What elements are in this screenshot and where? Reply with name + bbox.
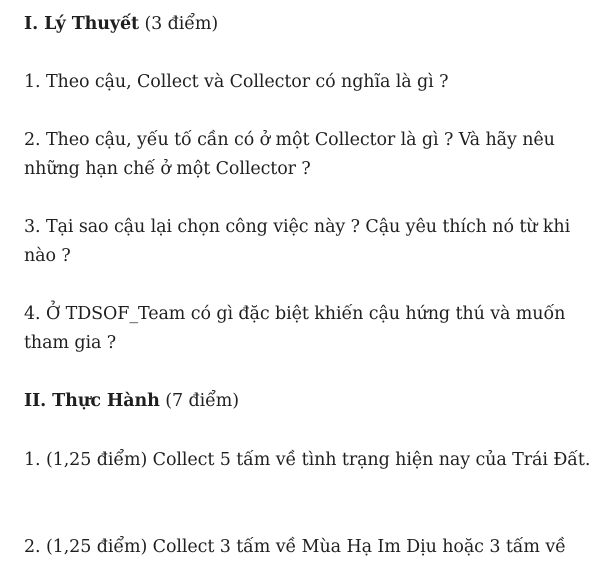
section-heading-practice	[24, 386, 584, 416]
question-3-line-2	[24, 241, 584, 271]
question-2-line-2	[24, 154, 584, 184]
question-line: những hạn chế ở một Collector ?	[24, 159, 311, 179]
task-1	[24, 445, 591, 475]
question-line: nào ?	[24, 246, 71, 266]
section-points: (7 điểm)	[165, 391, 239, 411]
section-title: I. Lý Thuyết	[24, 14, 139, 34]
question-line: 3. Tại sao cậu lại chọn công việc này ? Cậu yêu thích nó từ khi	[24, 217, 571, 237]
question-4-line-2	[24, 328, 584, 358]
task-line: 1. (1,25 điểm) Collect 5 tấm về tình trạng hiện nay của Trái Đất.	[24, 450, 591, 470]
section-title: II. Thực Hành	[24, 391, 160, 411]
section-heading-theory	[24, 9, 584, 39]
section-points: (3 điểm)	[144, 14, 219, 34]
question-line: 4. Ở TDSOF_Team có gì đặc biệt khiến cậu hứng thú và muốn	[24, 304, 566, 324]
question-2-line-1	[24, 125, 584, 155]
question-3-line-1	[24, 212, 584, 242]
task-line: 2. (1,25 điểm) Collect 3 tấm về Mùa Hạ Im Dịu hoặc 3 tấm về	[24, 537, 566, 557]
question-line: 2. Theo cậu, yếu tố cần có ở một Collector là gì ? Và hãy nêu	[24, 130, 555, 150]
question-line: 1. Theo cậu, Collect và Collector có nghĩa là gì ?	[24, 72, 449, 92]
question-1	[24, 67, 584, 97]
question-line: tham gia ?	[24, 333, 117, 353]
question-4-line-1	[24, 299, 584, 329]
task-2	[24, 532, 584, 562]
